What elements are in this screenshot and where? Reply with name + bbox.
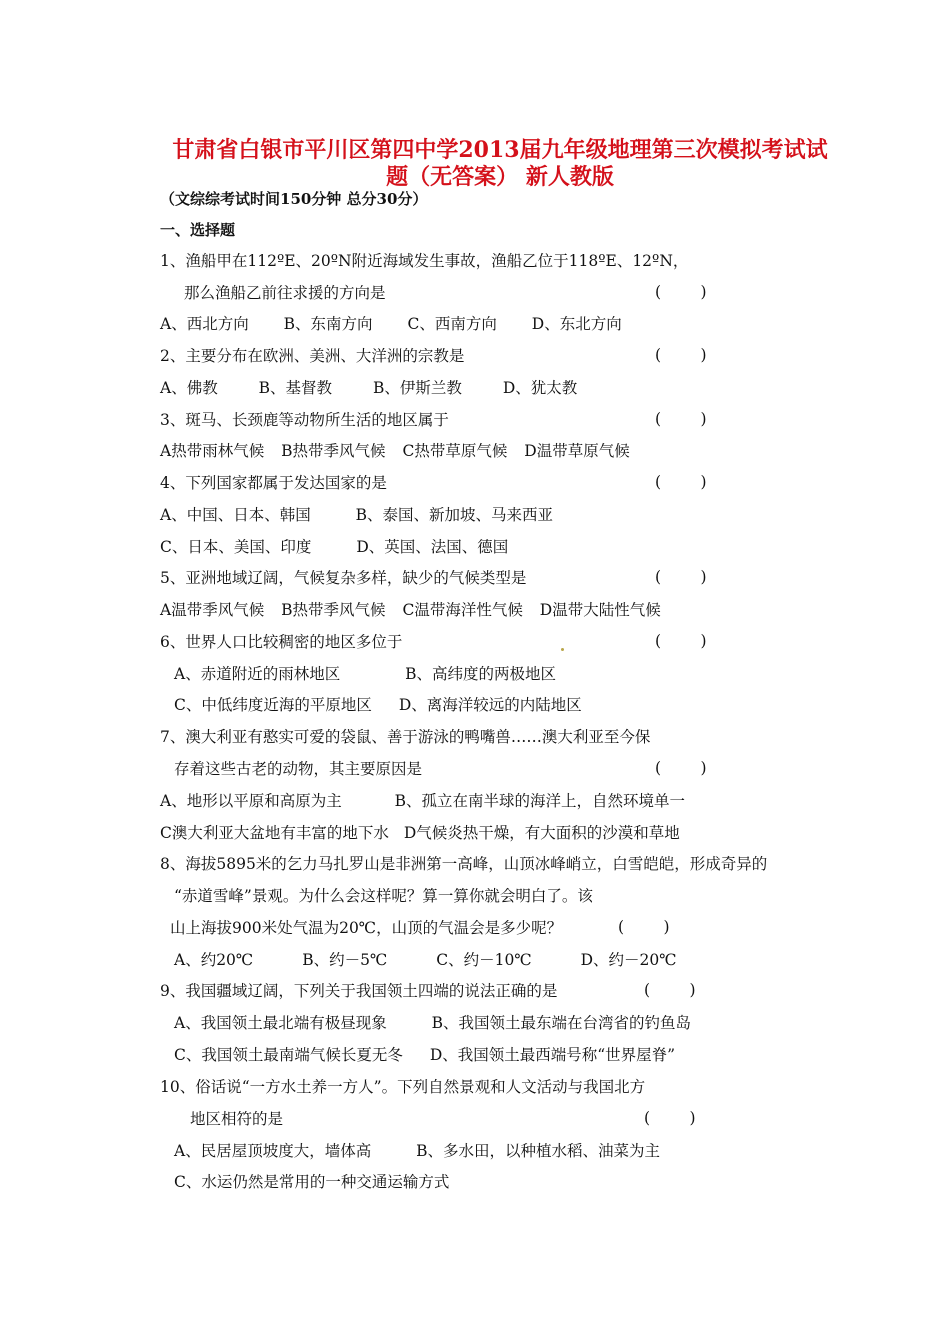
question-8-stem-cont2: 山上海拔900米处气温为20℃，山顶的气温会是多少呢？ xyxy=(170,919,563,937)
option-d: D、约－20℃ xyxy=(580,951,677,969)
question-10-stem: 10、俗话说“一方水土养一方人”。下列自然景观和人文活动与我国北方 xyxy=(160,1078,646,1096)
answer-bracket-10: ( ) xyxy=(644,1109,696,1127)
option-a: A、地形以平原和高原为主 xyxy=(160,792,342,810)
question-6-options-ab xyxy=(174,663,574,685)
option-a: A热带雨林气候 xyxy=(160,442,265,460)
question-2-stem: 2、主要分布在欧洲、美洲、大洋洲的宗教是 xyxy=(160,347,465,365)
option-b: B、我国领土最东端在台湾省的钓鱼岛 xyxy=(431,1014,692,1032)
option-a: A、西北方向 xyxy=(160,315,249,333)
option-b: B、孤立在南半球的海洋上，自然环境单一 xyxy=(394,792,686,810)
option-c: C、水运仍然是常用的一种交通运输方式 xyxy=(174,1173,450,1191)
exam-title-line1: 甘肃省白银市平川区第四中学2013届九年级地理第三次模拟考试试 xyxy=(172,137,828,163)
option-b: B热带季风气候 xyxy=(281,601,386,619)
option-c: C澳大利亚大盆地有丰富的地下水 xyxy=(160,824,389,842)
question-10-stem-cont: 地区相符的是 xyxy=(190,1110,284,1128)
answer-bracket-6: ( ) xyxy=(655,632,707,650)
question-10-option-c xyxy=(174,1171,467,1193)
option-b: B、泰国、新加坡、马来西亚 xyxy=(355,506,554,524)
option-a: A、民居屋顶坡度大，墙体高 xyxy=(174,1142,372,1160)
answer-bracket-2: ( ) xyxy=(655,346,707,364)
question-5-stem: 5、亚洲地域辽阔，气候复杂多样，缺少的气候类型是 xyxy=(160,569,527,587)
option-b: B、基督教 xyxy=(258,379,333,397)
question-1-stem-cont: 那么渔船乙前往求援的方向是 xyxy=(184,284,386,302)
option-d: D温带草原气候 xyxy=(524,442,630,460)
question-8-stem: 8、海拔5895米的乞力马扎罗山是非洲第一高峰，山顶冰峰峭立，白雪皑皑，形成奇异的 xyxy=(160,855,768,873)
answer-bracket-7: ( ) xyxy=(655,759,707,777)
option-c: C、日本、美国、印度 xyxy=(160,538,312,556)
answer-bracket-5: ( ) xyxy=(655,568,707,586)
option-c: C温带海洋性气候 xyxy=(402,601,523,619)
question-9-stem: 9、我国疆域辽阔，下列关于我国领土四端的说法正确的是 xyxy=(160,982,558,1000)
question-1-options xyxy=(160,313,640,335)
option-b: B、多水田，以种植水稻、油菜为主 xyxy=(416,1142,661,1160)
question-7-stem-cont: 存着这些古老的动物，其主要原因是 xyxy=(174,760,423,778)
option-c: B、伊斯兰教 xyxy=(372,379,462,397)
question-8-options xyxy=(174,949,695,971)
question-9-options-ab xyxy=(174,1012,709,1034)
section-heading: 一、选择题 xyxy=(160,221,236,239)
exam-title-line2: 题（无答案） 新人教版 xyxy=(386,164,614,190)
question-4-stem: 4、下列国家都属于发达国家的是 xyxy=(160,474,387,492)
stray-dot xyxy=(561,648,564,651)
question-6-options-cd xyxy=(174,694,600,716)
question-3-options xyxy=(160,440,648,462)
option-d: D、东北方向 xyxy=(531,315,622,333)
option-d: D、我国领土最西端号称“世界屋脊” xyxy=(429,1046,676,1064)
option-c: C热带草原气候 xyxy=(402,442,508,460)
option-d: D气候炎热干燥，有大面积的沙漠和草地 xyxy=(403,824,680,842)
option-d: D、犹太教 xyxy=(502,379,578,397)
option-a: A、约20℃ xyxy=(174,951,254,969)
question-7-options-ab xyxy=(160,790,703,812)
option-b: B、高纬度的两极地区 xyxy=(405,665,557,683)
question-8-stem-cont1: “赤道雪峰”景观。为什么会这样呢？算一算你就会明白了。该 xyxy=(174,887,593,905)
question-3-stem: 3、斑马、长颈鹿等动物所生活的地区属于 xyxy=(160,411,449,429)
option-a: A温带季风气候 xyxy=(160,601,265,619)
answer-bracket-1: ( ) xyxy=(655,283,707,301)
option-d: D、英国、法国、德国 xyxy=(356,538,509,556)
option-d: D、离海洋较远的内陆地区 xyxy=(398,696,582,714)
option-b: B、东南方向 xyxy=(283,315,373,333)
question-10-options-ab xyxy=(174,1140,678,1162)
answer-bracket-3: ( ) xyxy=(655,410,707,428)
answer-bracket-9: ( ) xyxy=(644,981,696,999)
question-4-options-cd xyxy=(160,536,526,558)
option-b: B热带季风气候 xyxy=(281,442,386,460)
question-9-options-cd xyxy=(174,1044,693,1066)
option-c: C、约－10℃ xyxy=(436,951,532,969)
option-c: C、我国领土最南端气候长夏无冬 xyxy=(174,1046,403,1064)
option-a: A、中国、日本、韩国 xyxy=(160,506,311,524)
question-6-stem: 6、世界人口比较稠密的地区多位于 xyxy=(160,633,403,651)
question-1-stem: 1、渔船甲在112ºE、20ºN附近海域发生事故，渔船乙位于118ºE、12ºN， xyxy=(160,252,689,270)
exam-subtitle: （文综综考试时间150分钟 总分30分） xyxy=(160,190,428,208)
option-d: D温带大陆性气候 xyxy=(539,601,661,619)
answer-bracket-8: ( ) xyxy=(618,918,670,936)
question-2-options xyxy=(160,377,595,399)
question-7-options-cd xyxy=(160,822,698,844)
answer-bracket-4: ( ) xyxy=(655,473,707,491)
question-5-options xyxy=(160,599,679,621)
option-b: B、约－5℃ xyxy=(302,951,388,969)
question-7-stem: 7、澳大利亚有憨实可爱的袋鼠、善于游泳的鸭嘴兽……澳大利亚至今保 xyxy=(160,728,651,746)
option-a: A、我国领土最北端有极昼现象 xyxy=(174,1014,387,1032)
option-a: A、赤道附近的雨林地区 xyxy=(174,665,341,683)
option-a: A、佛教 xyxy=(160,379,218,397)
question-4-options-ab xyxy=(160,504,571,526)
option-c: C、中低纬度近海的平原地区 xyxy=(174,696,372,714)
option-c: C、西南方向 xyxy=(407,315,497,333)
